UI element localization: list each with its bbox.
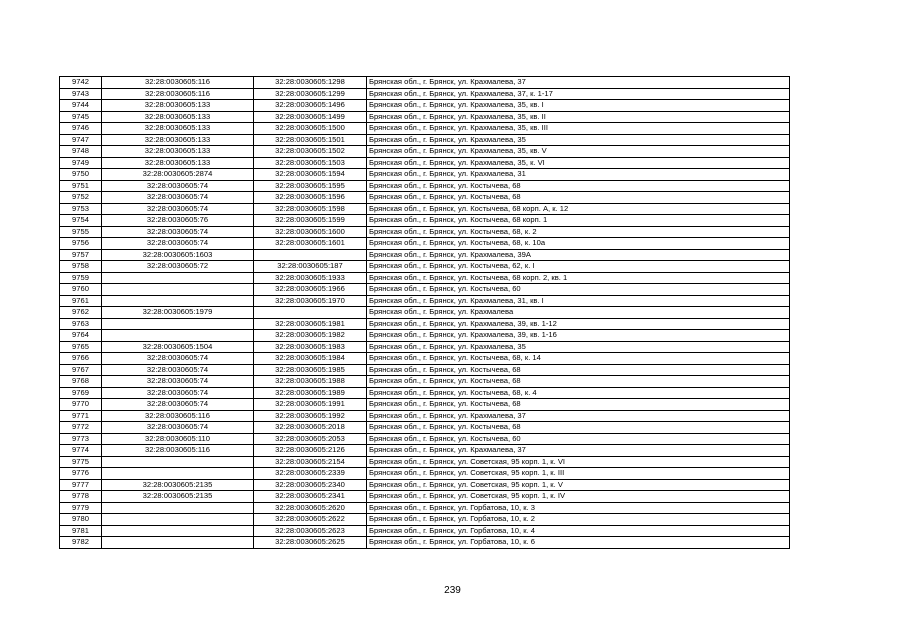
address-cell: Брянская обл., г. Брянск, ул. Костычева, 60: [367, 284, 790, 296]
table-row: [60, 445, 790, 457]
object-cadastral-number-cell: 32:28:0030605:1989: [254, 387, 367, 399]
object-cadastral-number-cell: 32:28:0030605:1595: [254, 180, 367, 192]
address-cell: Брянская обл., г. Брянск, ул. Костычева, 68: [367, 364, 790, 376]
table-row: [60, 192, 790, 204]
table-row: [60, 502, 790, 514]
land-cadastral-number-cell: 32:28:0030605:1504: [102, 341, 254, 353]
land-cadastral-number-cell: [102, 295, 254, 307]
object-cadastral-number-cell: 32:28:0030605:2126: [254, 445, 367, 457]
address-cell: Брянская обл., г. Брянск, ул. Крахмалева, 31: [367, 169, 790, 181]
address-cell: Брянская обл., г. Брянск, ул. Костычева, 68 корп. 1: [367, 215, 790, 227]
table-row: [60, 307, 790, 319]
object-cadastral-number-cell: 32:28:0030605:1981: [254, 318, 367, 330]
row-number-cell: 9747: [60, 134, 102, 146]
registry-table-body: [60, 77, 790, 549]
object-cadastral-number-cell: 32:28:0030605:187: [254, 261, 367, 273]
land-cadastral-number-cell: 32:28:0030605:74: [102, 399, 254, 411]
object-cadastral-number-cell: 32:28:0030605:1988: [254, 376, 367, 388]
address-cell: Брянская обл., г. Брянск, ул. Костычева, 68, к. 14: [367, 353, 790, 365]
table-row: [60, 157, 790, 169]
address-cell: Брянская обл., г. Брянск, ул. Костычева, 68, к. 2: [367, 226, 790, 238]
table-row: [60, 203, 790, 215]
land-cadastral-number-cell: [102, 502, 254, 514]
land-cadastral-number-cell: 32:28:0030605:116: [102, 445, 254, 457]
address-cell: Брянская обл., г. Брянск, ул. Костычева, 60: [367, 433, 790, 445]
land-cadastral-number-cell: [102, 456, 254, 468]
land-cadastral-number-cell: 32:28:0030605:1979: [102, 307, 254, 319]
object-cadastral-number-cell: 32:28:0030605:2154: [254, 456, 367, 468]
row-number-cell: 9759: [60, 272, 102, 284]
table-row: [60, 295, 790, 307]
table-row: [60, 111, 790, 123]
object-cadastral-number-cell: [254, 249, 367, 261]
table-row: [60, 537, 790, 549]
table-row: [60, 353, 790, 365]
row-number-cell: 9750: [60, 169, 102, 181]
land-cadastral-number-cell: 32:28:0030605:116: [102, 77, 254, 89]
row-number-cell: 9745: [60, 111, 102, 123]
land-cadastral-number-cell: 32:28:0030605:74: [102, 238, 254, 250]
land-cadastral-number-cell: 32:28:0030605:74: [102, 180, 254, 192]
address-cell: Брянская обл., г. Брянск, ул. Крахмалева: [367, 307, 790, 319]
address-cell: Брянская обл., г. Брянск, ул. Костычева, 68: [367, 422, 790, 434]
land-cadastral-number-cell: 32:28:0030605:2135: [102, 479, 254, 491]
object-cadastral-number-cell: 32:28:0030605:1966: [254, 284, 367, 296]
land-cadastral-number-cell: 32:28:0030605:74: [102, 192, 254, 204]
address-cell: Брянская обл., г. Брянск, ул. Крахмалева, 35, кв. I: [367, 100, 790, 112]
table-row: [60, 525, 790, 537]
table-row: [60, 387, 790, 399]
row-number-cell: 9758: [60, 261, 102, 273]
address-cell: Брянская обл., г. Брянск, ул. Советская, 95 корп. 1, к. IV: [367, 491, 790, 503]
table-row: [60, 146, 790, 158]
object-cadastral-number-cell: 32:28:0030605:2339: [254, 468, 367, 480]
table-row: [60, 399, 790, 411]
land-cadastral-number-cell: 32:28:0030605:110: [102, 433, 254, 445]
row-number-cell: 9774: [60, 445, 102, 457]
land-cadastral-number-cell: 32:28:0030605:74: [102, 387, 254, 399]
object-cadastral-number-cell: 32:28:0030605:2341: [254, 491, 367, 503]
registry-table: [59, 76, 790, 549]
address-cell: Брянская обл., г. Брянск, ул. Крахмалева, 39, кв. 1-16: [367, 330, 790, 342]
row-number-cell: 9761: [60, 295, 102, 307]
table-row: [60, 123, 790, 135]
row-number-cell: 9751: [60, 180, 102, 192]
address-cell: Брянская обл., г. Брянск, ул. Советская, 95 корп. 1, к. V: [367, 479, 790, 491]
row-number-cell: 9776: [60, 468, 102, 480]
object-cadastral-number-cell: 32:28:0030605:1298: [254, 77, 367, 89]
table-row: [60, 272, 790, 284]
table-row: [60, 100, 790, 112]
object-cadastral-number-cell: 32:28:0030605:2053: [254, 433, 367, 445]
table-row: [60, 284, 790, 296]
address-cell: Брянская обл., г. Брянск, ул. Крахмалева, 35, к. VI: [367, 157, 790, 169]
object-cadastral-number-cell: 32:28:0030605:2018: [254, 422, 367, 434]
table-row: [60, 433, 790, 445]
object-cadastral-number-cell: 32:28:0030605:1496: [254, 100, 367, 112]
land-cadastral-number-cell: 32:28:0030605:133: [102, 146, 254, 158]
address-cell: Брянская обл., г. Брянск, ул. Костычева, 68: [367, 399, 790, 411]
land-cadastral-number-cell: 32:28:0030605:133: [102, 111, 254, 123]
row-number-cell: 9752: [60, 192, 102, 204]
row-number-cell: 9742: [60, 77, 102, 89]
address-cell: Брянская обл., г. Брянск, ул. Крахмалева, 37: [367, 77, 790, 89]
table-row: [60, 341, 790, 353]
row-number-cell: 9773: [60, 433, 102, 445]
address-cell: Брянская обл., г. Брянск, ул. Горбатова, 10, к. 3: [367, 502, 790, 514]
land-cadastral-number-cell: 32:28:0030605:2874: [102, 169, 254, 181]
row-number-cell: 9770: [60, 399, 102, 411]
land-cadastral-number-cell: [102, 284, 254, 296]
row-number-cell: 9743: [60, 88, 102, 100]
address-cell: Брянская обл., г. Брянск, ул. Костычева, 68: [367, 376, 790, 388]
land-cadastral-number-cell: 32:28:0030605:72: [102, 261, 254, 273]
address-cell: Брянская обл., г. Брянск, ул. Крахмалева, 37: [367, 410, 790, 422]
object-cadastral-number-cell: 32:28:0030605:1599: [254, 215, 367, 227]
row-number-cell: 9781: [60, 525, 102, 537]
row-number-cell: 9778: [60, 491, 102, 503]
address-cell: Брянская обл., г. Брянск, ул. Горбатова, 10, к. 4: [367, 525, 790, 537]
land-cadastral-number-cell: 32:28:0030605:74: [102, 364, 254, 376]
table-row: [60, 376, 790, 388]
object-cadastral-number-cell: 32:28:0030605:1500: [254, 123, 367, 135]
table-row: [60, 468, 790, 480]
address-cell: Брянская обл., г. Брянск, ул. Костычева, 68, к. 4: [367, 387, 790, 399]
address-cell: Брянская обл., г. Брянск, ул. Костычева, 68 корп. 2, кв. 1: [367, 272, 790, 284]
table-row: [60, 410, 790, 422]
table-row: [60, 318, 790, 330]
row-number-cell: 9755: [60, 226, 102, 238]
row-number-cell: 9748: [60, 146, 102, 158]
row-number-cell: 9763: [60, 318, 102, 330]
object-cadastral-number-cell: 32:28:0030605:1502: [254, 146, 367, 158]
land-cadastral-number-cell: 32:28:0030605:2135: [102, 491, 254, 503]
object-cadastral-number-cell: 32:28:0030605:1600: [254, 226, 367, 238]
table-row: [60, 77, 790, 89]
row-number-cell: 9760: [60, 284, 102, 296]
address-cell: Брянская обл., г. Брянск, ул. Крахмалева, 35: [367, 341, 790, 353]
row-number-cell: 9765: [60, 341, 102, 353]
table-row: [60, 364, 790, 376]
table-row: [60, 479, 790, 491]
row-number-cell: 9767: [60, 364, 102, 376]
land-cadastral-number-cell: 32:28:0030605:133: [102, 157, 254, 169]
address-cell: Брянская обл., г. Брянск, ул. Советская, 95 корп. 1, к. VI: [367, 456, 790, 468]
row-number-cell: 9754: [60, 215, 102, 227]
table-row: [60, 514, 790, 526]
address-cell: Брянская обл., г. Брянск, ул. Горбатова, 10, к. 2: [367, 514, 790, 526]
row-number-cell: 9746: [60, 123, 102, 135]
table-row: [60, 261, 790, 273]
land-cadastral-number-cell: [102, 272, 254, 284]
object-cadastral-number-cell: 32:28:0030605:1991: [254, 399, 367, 411]
address-cell: Брянская обл., г. Брянск, ул. Крахмалева, 39А: [367, 249, 790, 261]
address-cell: Брянская обл., г. Брянск, ул. Костычева, 68, к. 10а: [367, 238, 790, 250]
table-row: [60, 88, 790, 100]
land-cadastral-number-cell: [102, 514, 254, 526]
address-cell: Брянская обл., г. Брянск, ул. Костычева, 62, к. I: [367, 261, 790, 273]
object-cadastral-number-cell: 32:28:0030605:1501: [254, 134, 367, 146]
land-cadastral-number-cell: 32:28:0030605:74: [102, 353, 254, 365]
row-number-cell: 9779: [60, 502, 102, 514]
object-cadastral-number-cell: 32:28:0030605:1596: [254, 192, 367, 204]
table-row: [60, 226, 790, 238]
row-number-cell: 9768: [60, 376, 102, 388]
object-cadastral-number-cell: 32:28:0030605:1601: [254, 238, 367, 250]
table-row: [60, 330, 790, 342]
land-cadastral-number-cell: 32:28:0030605:1603: [102, 249, 254, 261]
object-cadastral-number-cell: 32:28:0030605:1982: [254, 330, 367, 342]
land-cadastral-number-cell: 32:28:0030605:133: [102, 100, 254, 112]
table-row: [60, 134, 790, 146]
row-number-cell: 9744: [60, 100, 102, 112]
land-cadastral-number-cell: [102, 318, 254, 330]
address-cell: Брянская обл., г. Брянск, ул. Костычева, 68 корп. А, к. 12: [367, 203, 790, 215]
table-row: [60, 238, 790, 250]
address-cell: Брянская обл., г. Брянск, ул. Крахмалева, 35: [367, 134, 790, 146]
address-cell: Брянская обл., г. Брянск, ул. Крахмалева, 35, кв. III: [367, 123, 790, 135]
address-cell: Брянская обл., г. Брянск, ул. Крахмалева, 35, кв. V: [367, 146, 790, 158]
table-row: [60, 169, 790, 181]
land-cadastral-number-cell: [102, 468, 254, 480]
row-number-cell: 9749: [60, 157, 102, 169]
object-cadastral-number-cell: 32:28:0030605:1984: [254, 353, 367, 365]
object-cadastral-number-cell: 32:28:0030605:1503: [254, 157, 367, 169]
object-cadastral-number-cell: 32:28:0030605:2625: [254, 537, 367, 549]
object-cadastral-number-cell: 32:28:0030605:2620: [254, 502, 367, 514]
table-row: [60, 215, 790, 227]
address-cell: Брянская обл., г. Брянск, ул. Костычева, 68: [367, 180, 790, 192]
table-row: [60, 491, 790, 503]
object-cadastral-number-cell: 32:28:0030605:1933: [254, 272, 367, 284]
address-cell: Брянская обл., г. Брянск, ул. Костычева, 68: [367, 192, 790, 204]
row-number-cell: 9766: [60, 353, 102, 365]
table-row: [60, 456, 790, 468]
address-cell: Брянская обл., г. Брянск, ул. Крахмалева, 37: [367, 445, 790, 457]
object-cadastral-number-cell: 32:28:0030605:1594: [254, 169, 367, 181]
land-cadastral-number-cell: 32:28:0030605:76: [102, 215, 254, 227]
row-number-cell: 9757: [60, 249, 102, 261]
object-cadastral-number-cell: 32:28:0030605:1499: [254, 111, 367, 123]
address-cell: Брянская обл., г. Брянск, ул. Советская, 95 корп. 1, к. III: [367, 468, 790, 480]
land-cadastral-number-cell: 32:28:0030605:74: [102, 203, 254, 215]
object-cadastral-number-cell: 32:28:0030605:2623: [254, 525, 367, 537]
row-number-cell: 9777: [60, 479, 102, 491]
row-number-cell: 9780: [60, 514, 102, 526]
land-cadastral-number-cell: [102, 525, 254, 537]
object-cadastral-number-cell: [254, 307, 367, 319]
land-cadastral-number-cell: 32:28:0030605:133: [102, 123, 254, 135]
object-cadastral-number-cell: 32:28:0030605:1970: [254, 295, 367, 307]
object-cadastral-number-cell: 32:28:0030605:2622: [254, 514, 367, 526]
row-number-cell: 9775: [60, 456, 102, 468]
land-cadastral-number-cell: 32:28:0030605:74: [102, 226, 254, 238]
address-cell: Брянская обл., г. Брянск, ул. Горбатова, 10, к. 6: [367, 537, 790, 549]
land-cadastral-number-cell: 32:28:0030605:133: [102, 134, 254, 146]
address-cell: Брянская обл., г. Брянск, ул. Крахмалева, 37, к. 1-17: [367, 88, 790, 100]
address-cell: Брянская обл., г. Брянск, ул. Крахмалева, 39, кв. 1-12: [367, 318, 790, 330]
row-number-cell: 9753: [60, 203, 102, 215]
row-number-cell: 9756: [60, 238, 102, 250]
row-number-cell: 9762: [60, 307, 102, 319]
row-number-cell: 9782: [60, 537, 102, 549]
object-cadastral-number-cell: 32:28:0030605:1992: [254, 410, 367, 422]
table-row: [60, 422, 790, 434]
land-cadastral-number-cell: 32:28:0030605:74: [102, 422, 254, 434]
land-cadastral-number-cell: [102, 330, 254, 342]
object-cadastral-number-cell: 32:28:0030605:1985: [254, 364, 367, 376]
object-cadastral-number-cell: 32:28:0030605:1598: [254, 203, 367, 215]
land-cadastral-number-cell: 32:28:0030605:116: [102, 410, 254, 422]
land-cadastral-number-cell: 32:28:0030605:116: [102, 88, 254, 100]
row-number-cell: 9771: [60, 410, 102, 422]
table-row: [60, 249, 790, 261]
table-row: [60, 180, 790, 192]
row-number-cell: 9772: [60, 422, 102, 434]
address-cell: Брянская обл., г. Брянск, ул. Крахмалева, 31, кв. I: [367, 295, 790, 307]
page-number: 239: [444, 585, 461, 596]
object-cadastral-number-cell: 32:28:0030605:1299: [254, 88, 367, 100]
address-cell: Брянская обл., г. Брянск, ул. Крахмалева, 35, кв. II: [367, 111, 790, 123]
land-cadastral-number-cell: 32:28:0030605:74: [102, 376, 254, 388]
row-number-cell: 9769: [60, 387, 102, 399]
row-number-cell: 9764: [60, 330, 102, 342]
land-cadastral-number-cell: [102, 537, 254, 549]
object-cadastral-number-cell: 32:28:0030605:2340: [254, 479, 367, 491]
object-cadastral-number-cell: 32:28:0030605:1983: [254, 341, 367, 353]
